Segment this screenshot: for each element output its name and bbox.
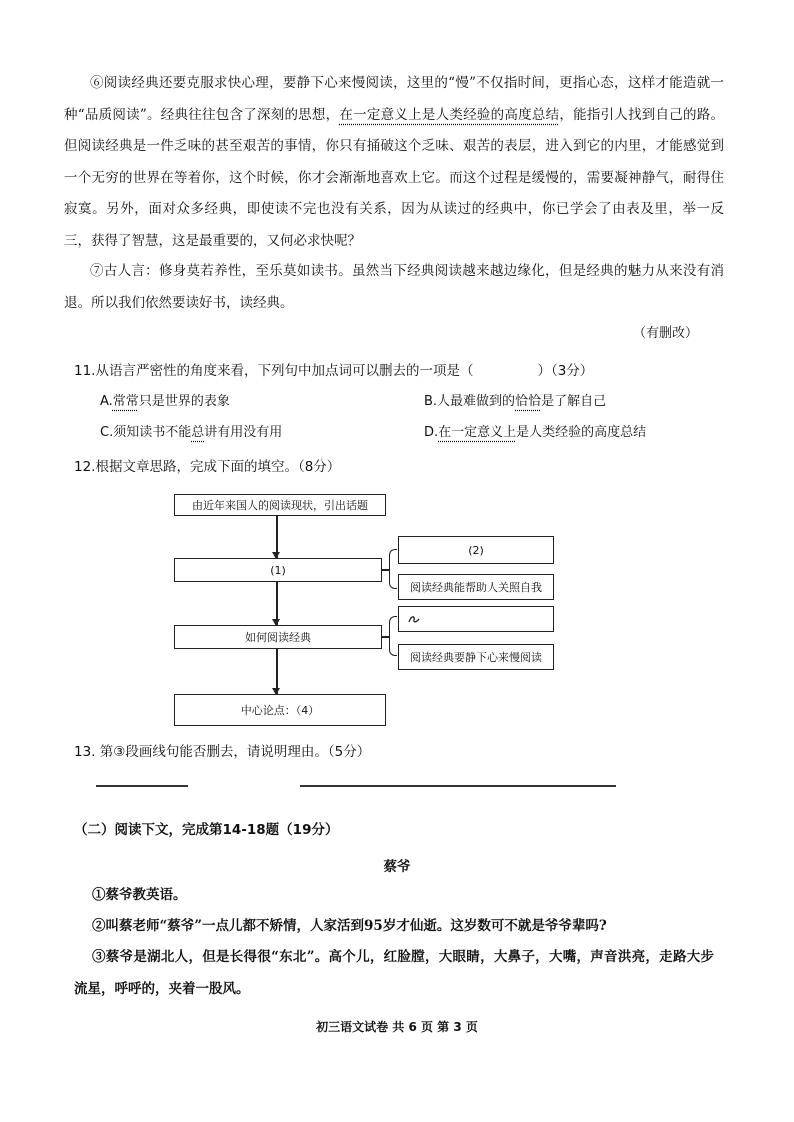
flow-box-how-to-read: 如何阅读经典 xyxy=(174,625,382,649)
story-paragraph-3-text: ③蔡爷是湖北人，但是长得很“东北”。高个儿，红脸膛，大眼睛，大鼻子，大嘴，声音洪亮，走路大步流星，呼呼的，夹着一股风。 xyxy=(74,949,714,997)
side-box-blank-3[interactable] xyxy=(398,606,554,632)
option-c-dotted: 总 xyxy=(191,425,205,440)
option-a[interactable] xyxy=(100,390,230,409)
pencil-mark-icon xyxy=(407,613,421,625)
option-d[interactable] xyxy=(424,421,646,440)
option-c-text-b: 讲有用没有用 xyxy=(204,425,283,440)
paragraph-7-text: ⑦古人言：修身莫若养性，至乐莫如读书。虽然当下经典阅读越来越边缘化，但是经典的魅力从来没有消退。所以我们依然要读好书，读经典。 xyxy=(64,263,724,311)
answer-line[interactable] xyxy=(96,785,188,787)
option-c[interactable] xyxy=(100,421,282,440)
question-11-score: ）（3分） xyxy=(537,363,594,379)
side-box-slow: 阅读经典要静下心来慢阅读 xyxy=(398,644,554,670)
dotted-phrase: 在一定意义上是人类经验的高度总结 xyxy=(339,106,560,123)
side-box-self: 阅读经典能帮助人关照自我 xyxy=(398,574,554,600)
question-12-stem: 12.根据文章思路，完成下面的填空。（8分） xyxy=(74,459,341,475)
flow-box-thesis[interactable]: 中心论点：（4） xyxy=(174,694,386,726)
paragraph-6-text-a: ⑥阅读经典还要克服求快心理，要静下心来慢阅读，这里的“慢”不仅指时间，更指心态，这样才能造就一种“品质阅读”。经典往往包含了深刻的思想， xyxy=(64,75,724,123)
option-a-label: A. xyxy=(100,394,113,409)
flow-box-blank-1[interactable]: (1) xyxy=(174,558,382,582)
option-c-text-a: C.须知读书不能 xyxy=(100,425,192,440)
option-d-label: D. xyxy=(424,425,439,440)
flow-box-intro: 由近年来国人的阅读现状，引出话题 xyxy=(174,494,386,516)
option-b-dotted: 恰恰 xyxy=(515,394,542,409)
story-title: 蔡爷 xyxy=(383,859,411,875)
story-paragraph-2: ②叫蔡老师“蔡爷”一点儿都不矫情，人家活到95岁才仙逝。这岁数可不就是爷爷辈吗? xyxy=(92,918,607,934)
option-a-text: 只是世界的表象 xyxy=(138,394,230,409)
option-b-text-a: B.人最难做到的 xyxy=(424,394,516,409)
edit-note: （有删改） xyxy=(632,326,698,341)
story-paragraph-1: ①蔡爷教英语。 xyxy=(92,887,187,903)
option-a-dotted: 常常 xyxy=(112,394,139,409)
brace xyxy=(389,616,397,656)
brace xyxy=(389,549,397,589)
option-b[interactable] xyxy=(424,390,606,409)
question-13-stem: 13. 第③段画线句能否删去，请说明理由。（5分） xyxy=(74,744,371,760)
option-d-dotted: 在一定意义上 xyxy=(438,425,517,440)
side-box-blank-2[interactable]: (2) xyxy=(398,536,554,564)
story-paragraph-3 xyxy=(74,942,714,1005)
question-11-stem xyxy=(74,359,593,379)
paragraph-6 xyxy=(64,68,724,257)
page-footer: 初三语文试卷 共 6 页 第 3 页 xyxy=(316,1020,478,1034)
option-b-text-b: 是了解自己 xyxy=(541,394,607,409)
option-d-text: 是人类经验的高度总结 xyxy=(516,425,647,440)
section-heading: （二）阅读下文，完成第14-18题（19分） xyxy=(74,822,339,838)
answer-line[interactable] xyxy=(300,785,616,787)
paragraph-6-text-b: ，能指引人找到自己的路。但阅读经典是一件乏味的甚至艰苦的事情，你只有捅破这个乏味、艰苦的表层，进入到它的内里，才能感觉到一个无穷的世界在等着你，这个时候，你才会渐渐地喜欢上它。而这个过程是缓慢的，需要凝神静气，耐得住寂寞。另外，面对众多经典，即使读不完也没有关系，因为从读过的经典中，你已学会了由表及里，举一反三，获得了智慧，这是最重要的，又何必求快呢？ xyxy=(64,106,725,249)
paragraph-7 xyxy=(64,256,724,319)
question-11-text: 11.从语言严密性的角度来看，下列句中加点词可以删去的一项是（ xyxy=(74,363,474,379)
